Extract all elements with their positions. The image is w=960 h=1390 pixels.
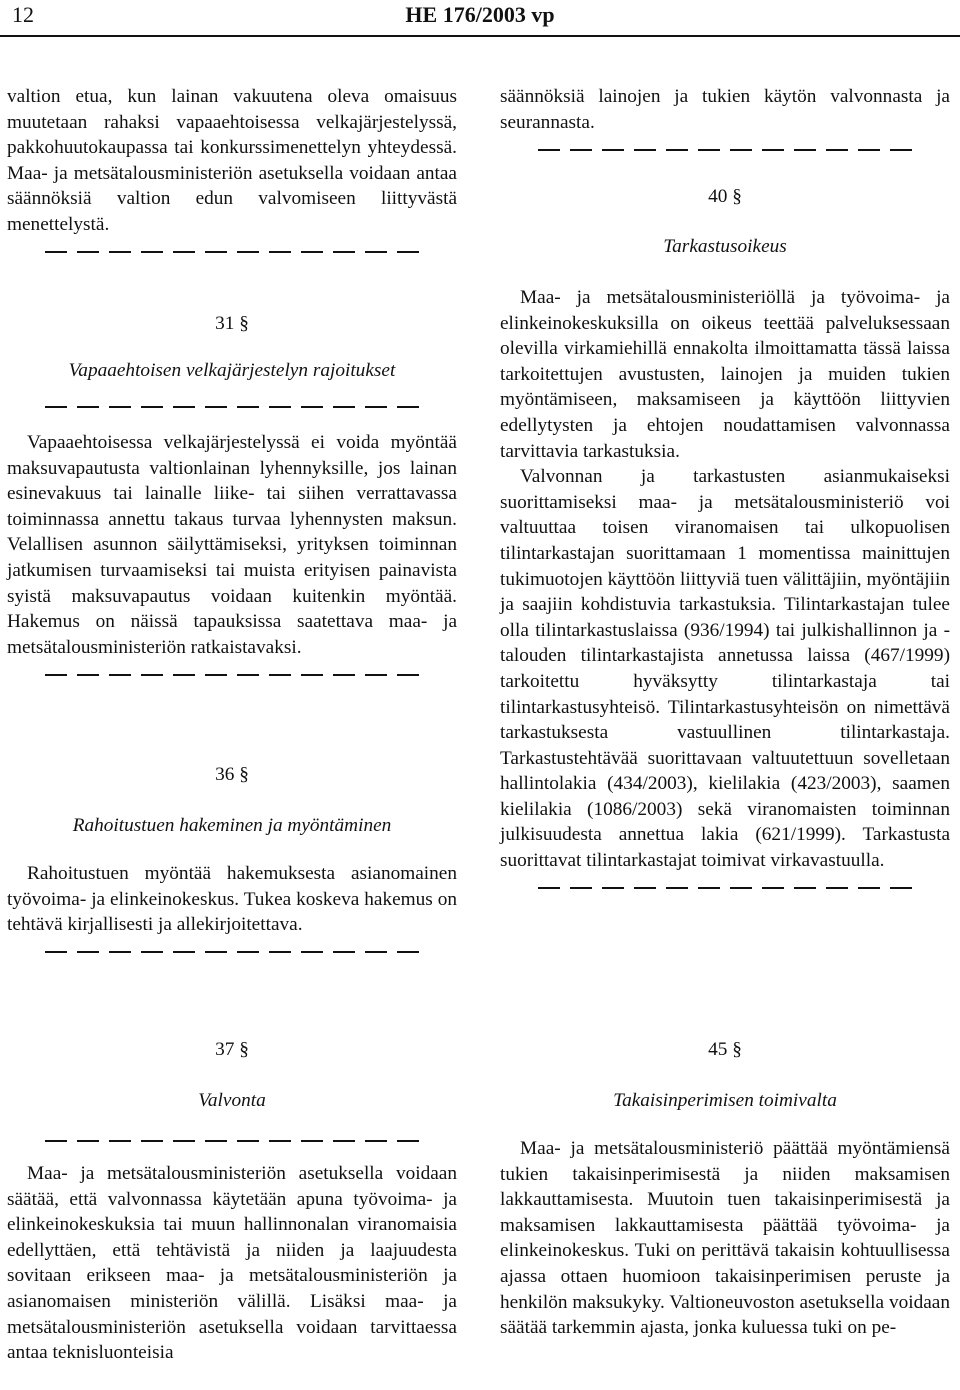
section-40-paragraph-1: Maa- ja metsätalousministeriöllä ja työvoima- ja elinkeinokeskuksilla on oikeus teettää palveluksessaan olevilla virkamiehillä ennakolta ilmoittamatta tässä laissa tarkoitettujen avustusten, lainojen ja muiden tukien myöntämiseen, maksamiseen ja käyttöön liittyvien edellytysten ja ehtojen noudattamisen valvonnassa tarvittavia tarkastuksia. xyxy=(500,287,950,462)
header-rule xyxy=(0,35,960,37)
section-45-body xyxy=(500,1136,950,1341)
section-36-body xyxy=(7,861,457,966)
omission-dashes xyxy=(500,135,950,163)
section-40-number: 40 § xyxy=(708,186,742,207)
section-36-paragraph: Rahoitustuen myöntää hakemuksesta asianomainen työvoima- ja elinkeinokeskus. Tukea koskeva hakemus on tehtävä kirjallisesti ja allekirjoitettava. xyxy=(7,863,457,936)
omission-dashes xyxy=(7,660,457,688)
section-45-number: 45 § xyxy=(708,1039,742,1060)
section-36 xyxy=(7,762,457,788)
section-37-title: Valvonta xyxy=(198,1090,266,1111)
omission-dashes xyxy=(7,1127,457,1155)
section-45-title-wrap xyxy=(500,1088,950,1114)
section-31-number: 31 § xyxy=(215,313,249,334)
section-36-title: Rahoitustuen hakeminen ja myöntäminen xyxy=(72,815,392,836)
section-45 xyxy=(500,1037,950,1063)
section-40-body xyxy=(500,285,950,902)
left-intro-paragraph: valtion etua, kun lainan vakuutena oleva omaisuus muutetaan rahaksi vapaaehtoisessa velkajärjestelyssä, pakkohuutokaupassa tai konkurssimenettelyn yhteydessä. Maa- ja metsätalousministeriön asetuksella voidaan antaa säännöksiä valtion edun valvomiseen liittyvästä menettelystä. xyxy=(7,86,457,235)
section-37-paragraph: Maa- ja metsätalousministeriön asetuksella voidaan säätää, että valvonnassa käytetään apuna työvoima- ja elinkeinokeskuksia tai muun hallinnonalan viranomaisia edellyttäen, että tehtävistä ja niiden ja laajuudesta sovitaan erikseen maa- ja metsätalousministeriön ja asianomaisen ministeriön välillä. Lisäksi maa- ja metsätalousministeriön asetuksella voidaan tarvittaessa antaa teknisluonteisia xyxy=(7,1163,457,1364)
section-37-title-wrap xyxy=(7,1088,457,1155)
omission-dashes xyxy=(7,393,457,421)
section-31-title: Vapaaehtoisen velkajärjestelyn rajoitukset xyxy=(68,360,396,381)
document-id: HE 176/2003 vp xyxy=(405,2,555,27)
page-header xyxy=(0,0,960,30)
section-45-paragraph: Maa- ja metsätalousministeriö päättää myöntämiensä tukien takaisinperimisestä ja niiden maksamisen lakkauttamisesta. Muutoin tuen takaisinperimisestä ja maksamisen lakkauttamisesta päättää työvoima- ja elinkeinokeskus. Tuki on perittävä takaisin kohtuullisessa ajassa ottaen huomioon takaisinperimisen peruste ja henkilön maksukyky. Valtioneuvoston asetuksella voidaan säätää tarkemmin ajasta, jonka kuluessa tuki on pe- xyxy=(500,1138,950,1339)
omission-dashes xyxy=(7,938,457,966)
omission-dashes xyxy=(7,238,457,266)
section-31-body xyxy=(7,430,457,688)
section-37-body xyxy=(7,1161,457,1366)
section-31-title-wrap xyxy=(7,358,457,421)
section-36-title-wrap xyxy=(7,813,457,839)
right-column xyxy=(500,84,950,163)
section-40-paragraph-2: Valvonnan ja tarkastusten asianmukaiseksi suorittamiseksi maa- ja metsätalousministeriö voi valtuuttaa toisen viranomaisen tai ulkopuolisen tilintarkastajan suorittamaan 1 momentissa mainittujen tukimuotojen käyttöön liittyviä tuen välittäjiin, myöntäjiin ja saajiin kohdistuvia tarkastuksia. Tilintarkastajan tulee olla tilintarkastuslaissa (936/1994) tai julkishallinnon ja -talouden tilintarkastajista annetussa laissa (467/1999) tarkoitettu hyväksytty tilintarkastaja tai tilintarkastusyhteisö. Tilintarkastusyhteisön on nimettävä tarkastuksesta vastuullinen tilintarkastaja. Tarkastustehtävää suorittavaan valtuutettuun sovelletaan hallintolakia (434/2003), kielilakia (423/2003), saamen kielilakia (1086/2003) sekä viranomaisten toiminnan julkisuudesta annettua lakia (621/1999). Tarkastusta suorittavat tilintarkastajat toimivat virkavastuulla. xyxy=(500,466,950,872)
omission-dashes xyxy=(500,874,950,902)
section-40-title: Tarkastusoikeus xyxy=(663,236,787,257)
left-column xyxy=(7,84,457,266)
section-37 xyxy=(7,1037,457,1063)
section-31 xyxy=(7,311,457,337)
section-37-number: 37 § xyxy=(215,1039,249,1060)
right-intro-paragraph: säännöksiä lainojen ja tukien käytön valvonnasta ja seurannasta. xyxy=(500,86,950,133)
section-36-number: 36 § xyxy=(215,764,249,785)
page-number: 12 xyxy=(12,2,34,27)
section-40-title-wrap xyxy=(500,234,950,260)
section-40 xyxy=(500,184,950,210)
section-31-paragraph: Vapaaehtoisessa velkajärjestelyssä ei voida myöntää maksuvapautusta valtionlainan lyhennyksille, jos lainan esinevakuus tai lainalle liike- tai siihen verrattavassa toiminnassa annettu takaus turvaa lyhennysten maksun. Velallisen asunnon säilyttämiseksi, yrityksen toiminnan jatkumisen turvaamiseksi tai muista erityisen painavista syistä maksuvapautus voidaan kuitenkin myöntää. Hakemus on näissä tapauksissa saatettava maa- ja metsätalousministeriön ratkaistavaksi. xyxy=(7,432,457,658)
section-45-title: Takaisinperimisen toimivalta xyxy=(613,1090,837,1111)
